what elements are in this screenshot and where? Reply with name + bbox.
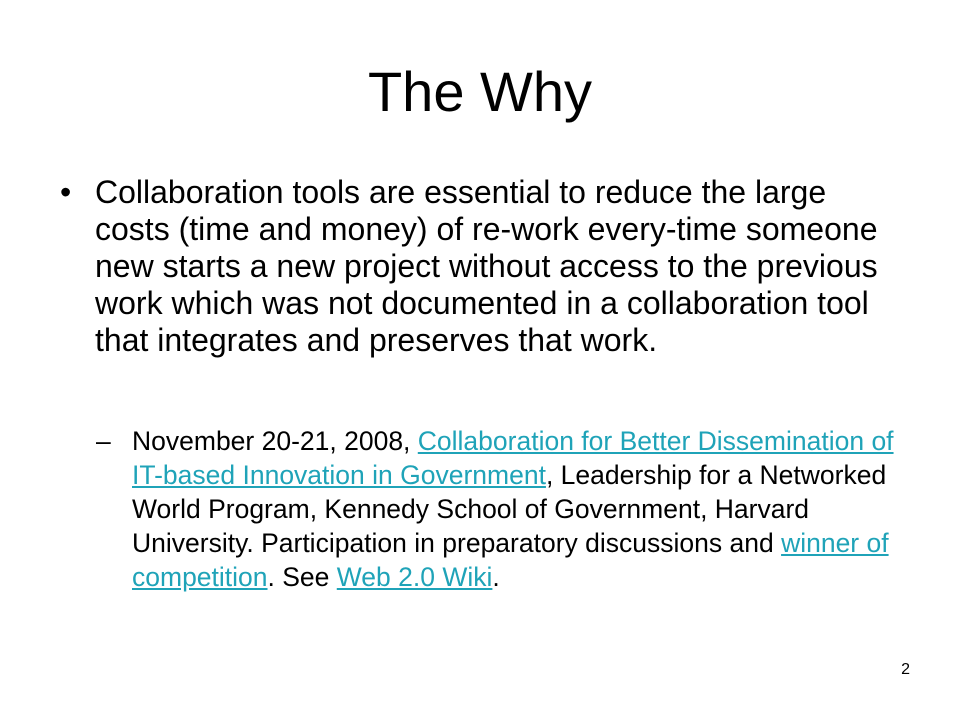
sub-bullet-marker: –: [96, 426, 111, 456]
sub-bullet-end: .: [492, 562, 500, 592]
web-2-0-wiki-link[interactable]: Web 2.0 Wiki: [336, 562, 493, 592]
sub-bullet-text: [132, 424, 906, 594]
slide-title: The Why: [367, 60, 593, 123]
bullet-marker: •: [60, 174, 72, 210]
bullet-item: [60, 174, 880, 359]
sub-bullet-middle-text: , Leadership for a Networked World Program, Kennedy School of Government, Harvard University. Participation in preparatory discussions and: [132, 460, 887, 558]
sub-bullet-item: [96, 424, 906, 594]
page-number: 2: [901, 661, 910, 678]
sub-bullet-lead: November 20-21, 2008,: [132, 426, 418, 456]
collaboration-link[interactable]: Collaboration for Better Dissemination of IT-based Innovation in Government: [132, 426, 894, 490]
bullet-text: Collaboration tools are essential to reduce the large costs (time and money) of re-work every-time someone new starts a new project without access to the previous work which was not documented in a collaboration tool that integrates and preserves that work.: [95, 174, 878, 358]
winner-of-competition-link[interactable]: winner of competition: [132, 528, 889, 592]
sub-bullet-see-text: . See: [267, 562, 337, 592]
